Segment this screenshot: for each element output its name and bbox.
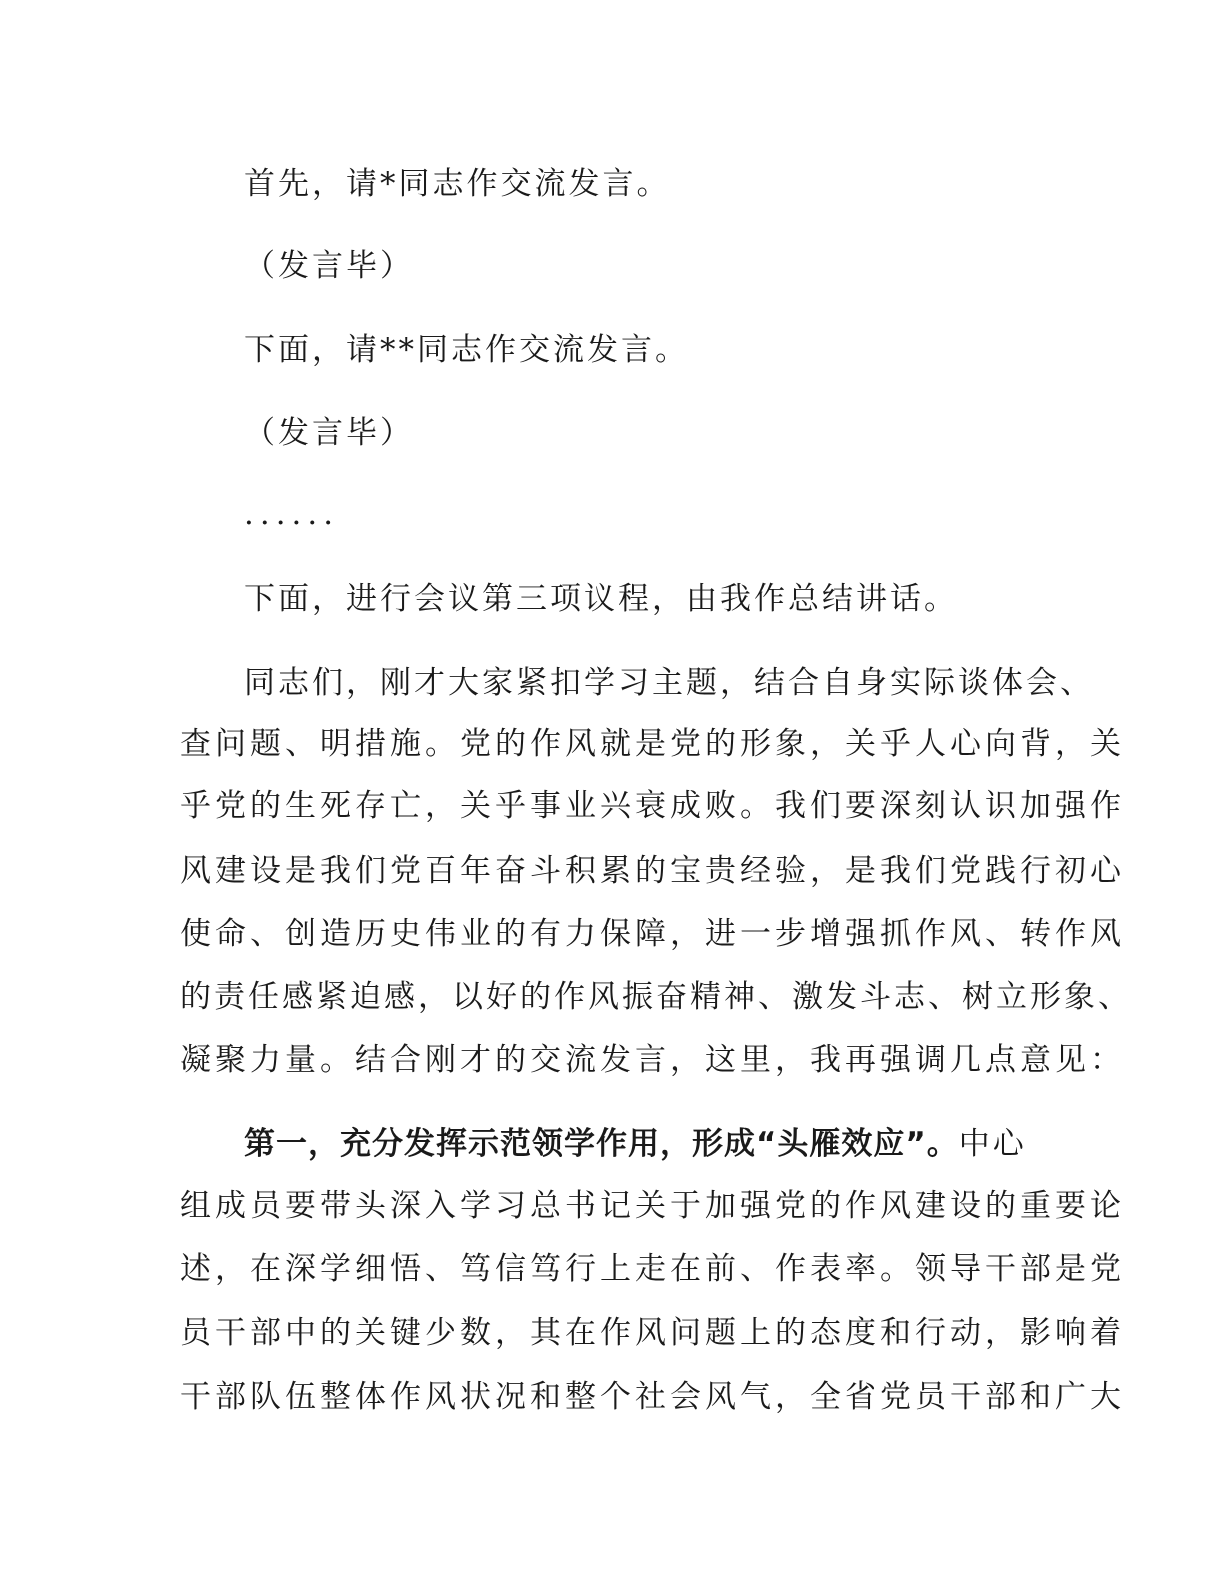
point-one-heading-rest: 中心 (958, 1126, 1027, 1162)
paragraph-line: 述，在深学细悟、笃信笃行上走在前、作表率。领导干部是党 (180, 1251, 1125, 1287)
paragraph-line: 同志们，刚才大家紧扣学习主题，结合自身实际谈体会、 (244, 665, 1094, 701)
point-one-heading: 第一，充分发挥示范领学作用，形成“头雁效应”。 (244, 1126, 959, 1162)
agenda-item3-line: 下面，进行会议第三项议程，由我作总结讲话。 (244, 581, 958, 617)
speaker2-intro-line: 下面，请**同志作交流发言。 (244, 332, 689, 368)
paragraph-line: 使命、创造历史伟业的有力保障，进一步增强抓作风、转作风 (180, 916, 1125, 952)
paragraph-line: 查问题、明措施。党的作风就是党的形象，关乎人心向背，关 (180, 726, 1125, 762)
paragraph-line: 员干部中的关键少数，其在作风问题上的态度和行动，影响着 (180, 1315, 1125, 1351)
ellipsis-line: ······ (244, 505, 340, 541)
paragraph-line: 风建设是我们党百年奋斗积累的宝贵经验，是我们党践行初心 (180, 853, 1125, 889)
paragraph-line: 组成员要带头深入学习总书记关于加强党的作风建设的重要论 (180, 1188, 1125, 1224)
paragraph-line: 的责任感紧迫感，以好的作风振奋精神、激发斗志、树立形象、 (180, 979, 1132, 1015)
paragraph-line: 凝聚力量。结合刚才的交流发言，这里，我再强调几点意见： (180, 1042, 1125, 1078)
speaker1-done-line: （发言毕） (244, 248, 414, 284)
point-one-first-line (244, 1124, 1027, 1164)
paragraph-line: 干部队伍整体作风状况和整个社会风气，全省党员干部和广大 (180, 1379, 1125, 1415)
paragraph-line: 乎党的生死存亡，关乎事业兴衰成败。我们要深刻认识加强作 (180, 788, 1125, 824)
speaker1-intro-line: 首先，请*同志作交流发言。 (244, 166, 671, 202)
speaker2-done-line: （发言毕） (244, 415, 414, 451)
